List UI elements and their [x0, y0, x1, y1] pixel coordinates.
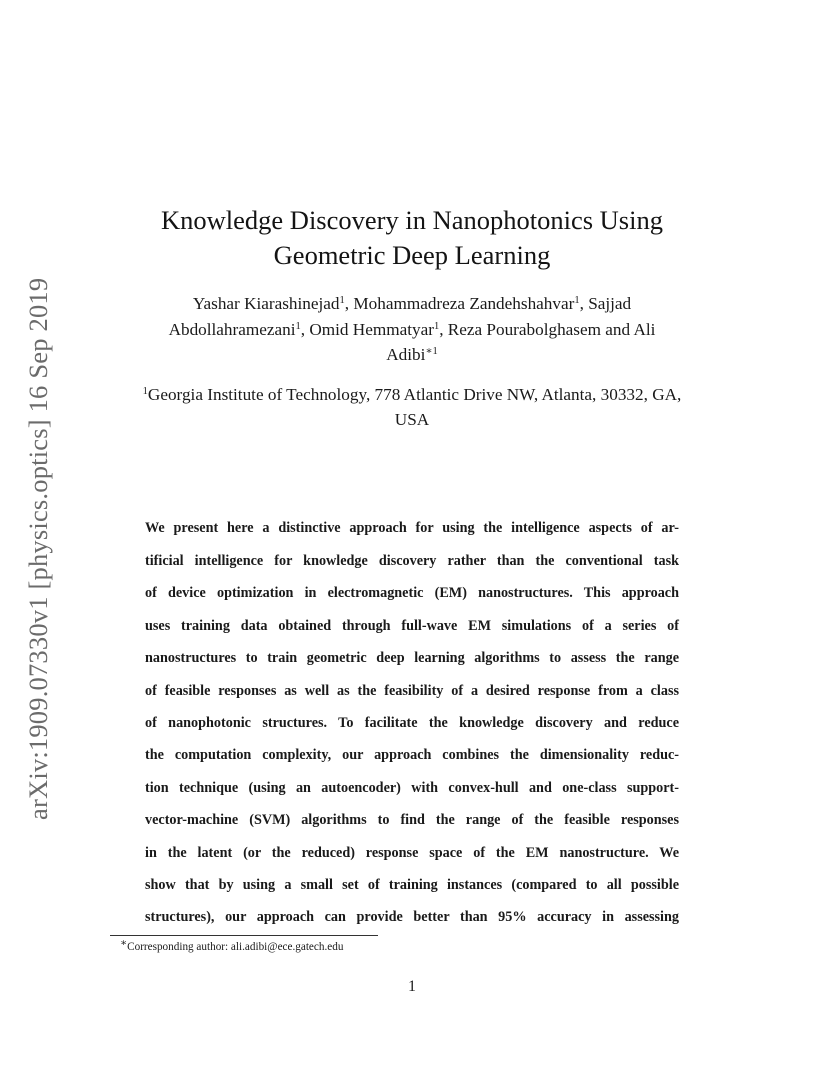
author-affiliation-mark: 1	[574, 295, 580, 307]
abstract-line: uses training data obtained through full-wave EM simulations of a series of	[145, 618, 679, 634]
author-name: , Sajjad	[579, 294, 632, 313]
arxiv-identifier: arXiv:1909.07330v1 [physics.optics] 16 Sep 2019	[23, 277, 53, 820]
author-name: Adibi	[386, 345, 426, 364]
abstract-line: vector-machine (SVM) algorithms to find the range of the feasible responses	[145, 812, 679, 828]
affiliation-text: USA	[394, 410, 430, 429]
page-number: 1	[408, 978, 416, 995]
abstract-line: in the latent (or the reduced) response space of the EM nanostructure. We	[145, 845, 679, 861]
abstract-line: of device optimization in electromagnetic (EM) nanostructures. This approach	[145, 585, 679, 601]
abstract-line: tificial intelligence for knowledge discovery rather than the conventional task	[145, 553, 679, 569]
author-affiliation-mark: 1	[433, 321, 440, 333]
author-name: , Omid Hemmatyar	[300, 320, 434, 339]
author-affiliation-mark: ∗1	[425, 346, 438, 358]
affiliation-text: Georgia Institute of Technology, 778 Atlantic Drive NW, Atlanta, 30332, GA,	[147, 385, 682, 404]
abstract-line: tion technique (using an autoencoder) with convex-hull and one-class support-	[145, 780, 679, 796]
footnote-text: Corresponding author: ali.adibi@ece.gatech.edu	[127, 941, 344, 953]
footnote-rule	[110, 935, 378, 936]
abstract-line: the computation complexity, our approach combines the dimensionality reduc-	[145, 747, 679, 763]
affiliation-line-1	[96, 383, 728, 407]
abstract-line: of nanophotonic structures. To facilitate the knowledge discovery and reduce	[145, 715, 679, 731]
abstract-line: structures), our approach can provide better than 95% accuracy in assessing	[145, 909, 679, 925]
abstract-line: nanostructures to train geometric deep learning algorithms to assess the range	[145, 650, 679, 666]
affiliation-line-2	[96, 408, 728, 432]
affiliation-mark: 1	[142, 386, 148, 398]
author-name: Abdollahramezani	[168, 320, 296, 339]
author-name: Yashar Kiarashinejad	[192, 294, 340, 313]
author-affiliation-mark: 1	[339, 295, 345, 307]
abstract-line: of feasible responses as well as the feasibility of a desired response from a class	[145, 683, 679, 699]
author-affiliation-mark: 1	[295, 321, 301, 333]
paper-title-line-2: Geometric Deep Learning	[273, 240, 551, 270]
abstract-line: We present here a distinctive approach for using the intelligence aspects of ar-	[145, 520, 679, 536]
authors-line-2	[96, 318, 728, 342]
authors-line-3	[96, 343, 728, 367]
authors-line-1	[96, 292, 728, 316]
author-name: , Reza Pourabolghasem and Ali	[439, 320, 656, 339]
author-name: , Mohammadreza Zandehshahvar	[344, 294, 575, 313]
footnote-mark: ∗	[120, 938, 128, 950]
footnote	[120, 939, 343, 955]
abstract-line: show that by using a small set of training instances (compared to all possible	[145, 877, 679, 893]
paper-title-line-1: Knowledge Discovery in Nanophotonics Using	[161, 205, 663, 235]
